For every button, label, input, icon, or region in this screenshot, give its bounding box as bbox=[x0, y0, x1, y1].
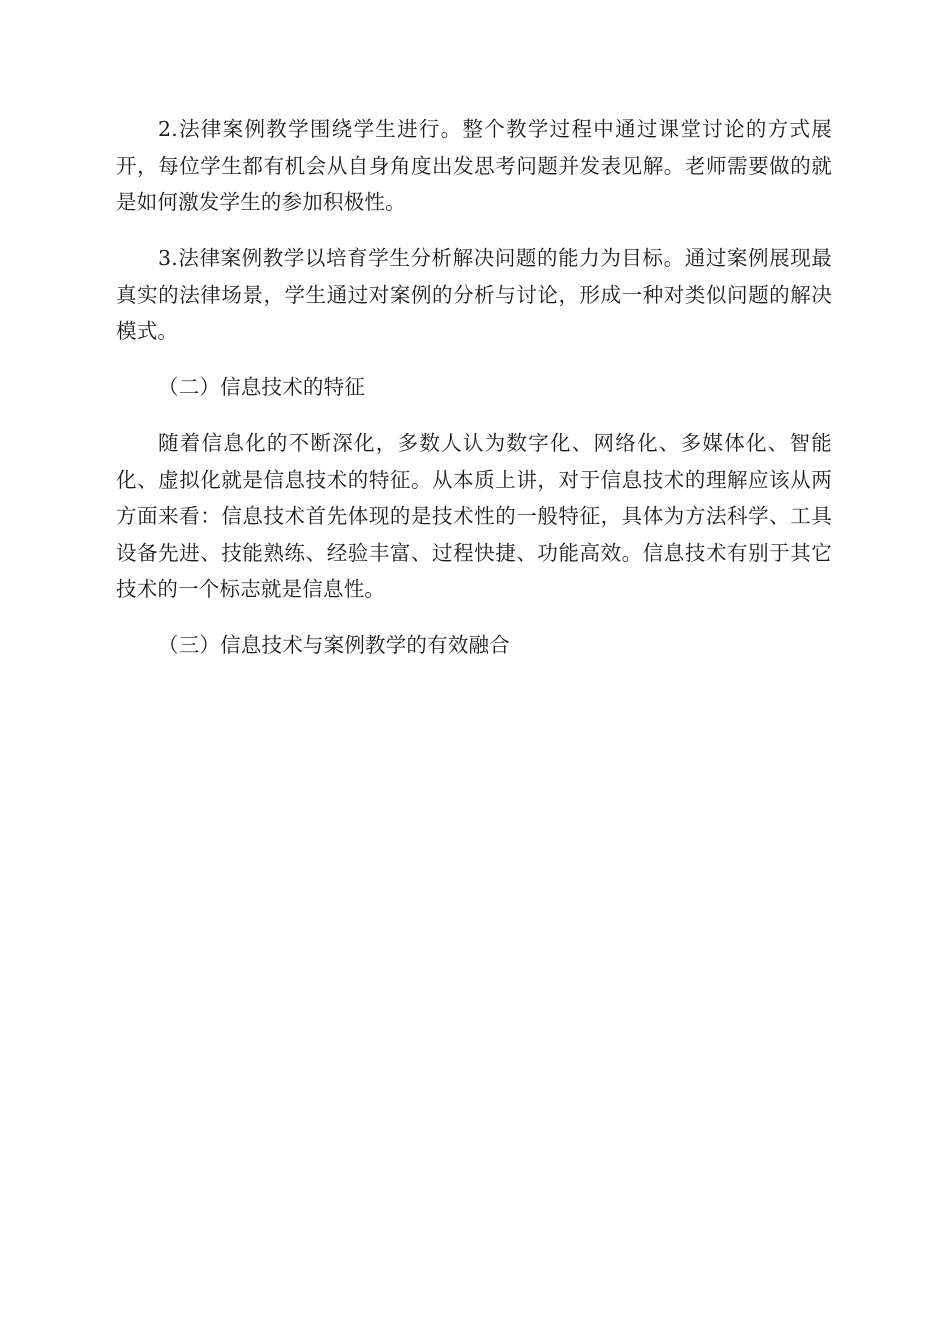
paragraph-item-2: 2.法律案例教学围绕学生进行。整个教学过程中通过课堂讨论的方式展开，每位学生都有机会从自身角度出发思考问题并发表见解。老师需要做的就是如何激发学生的参加积极性。 bbox=[116, 117, 832, 214]
paragraph-info-tech-features: 随着信息化的不断深化，多数人认为数字化、网络化、多媒体化、智能化、虚拟化就是信息技术的特征。从本质上讲，对于信息技术的理解应该从两方面来看：信息技术首先体现的是技术性的一般特征，具体为方法科学、工具设备先进、技能熟练、经验丰富、过程快捷、功能高效。信息技术有别于其它技术的一个标志就是信息性。 bbox=[116, 431, 832, 601]
paragraph-item-3: 3.法律案例教学以培育学生分析解决问题的能力为目标。通过案例展现最真实的法律场景，学生通过对案例的分析与讨论，形成一种对类似问题的解决模式。 bbox=[116, 246, 832, 343]
section-heading-integration: （三）信息技术与案例教学的有效融合 bbox=[158, 633, 510, 657]
document-body bbox=[116, 111, 832, 664]
section-heading-info-tech-features: （二）信息技术的特征 bbox=[158, 375, 366, 399]
